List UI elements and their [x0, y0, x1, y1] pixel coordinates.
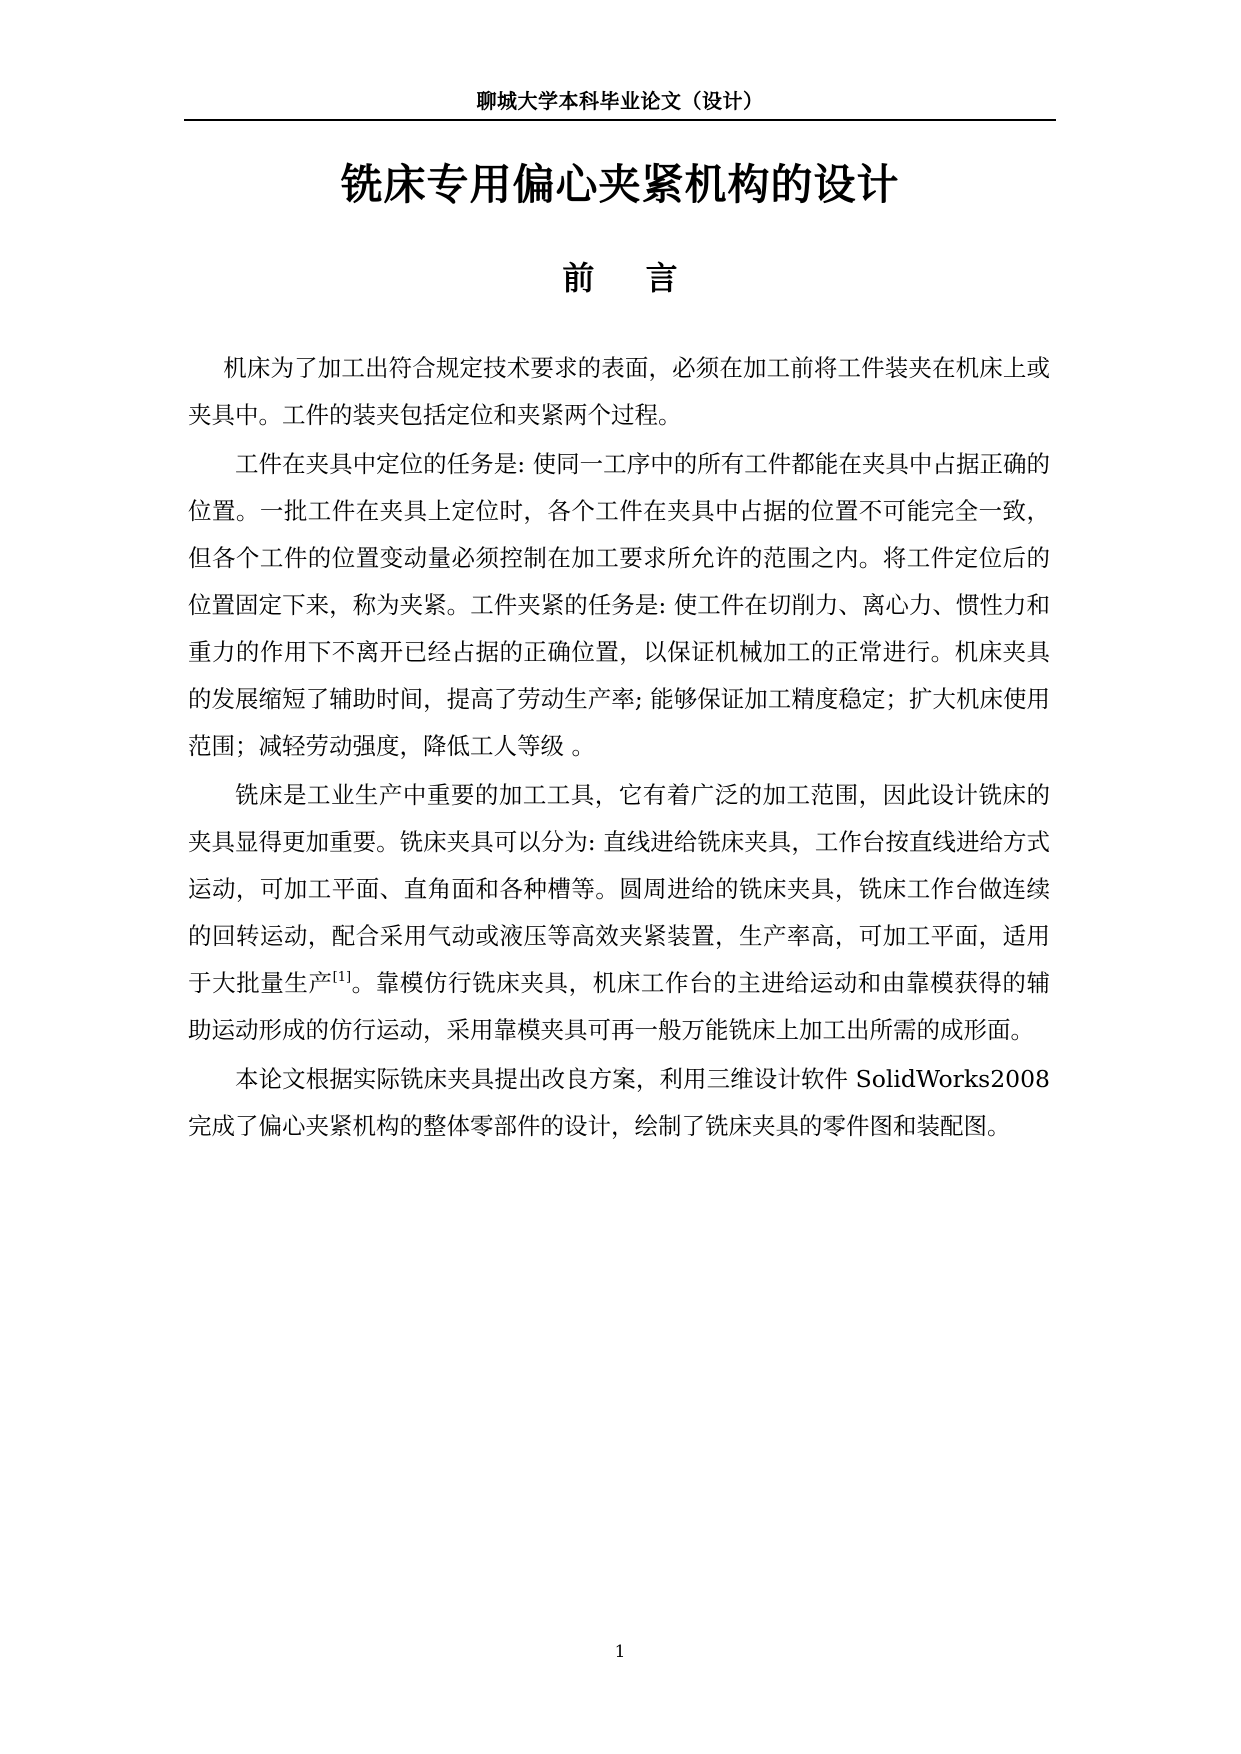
paragraph-2: 工件在夹具中定位的任务是: 使同一工序中的所有工件都能在夹具中占据正确的位置。一批工件在夹具上定位时，各个工件在夹具中占据的位置不可能完全一致，但各个工件的位置变动量必须控制在加工要求所允许的范围之内。将工件定位后的位置固定下来，称为夹紧。工件夹紧的任务是: 使工件在切削力、离心力、惯性力和重力的作用下不离开已经占据的正确位置，以保证机械加工的正常进行。机床夹具的发展缩短了辅助时间，提高了劳动生产率; 能够保证加工精度稳定；扩大机床使用范围；减轻劳动强度，降低工人等级 。	[188, 450, 1050, 760]
section-heading-preface: 前 言	[562, 259, 678, 297]
paragraph-4: 本论文根据实际铣床夹具提出改良方案，利用三维设计软件 SolidWorks2008 完成了偏心夹紧机构的整体零部件的设计，绘制了铣床夹具的零件图和装配图。	[188, 1065, 1050, 1140]
running-header: 聊城大学本科毕业论文（设计）	[476, 89, 764, 113]
paragraph-3	[188, 772, 1050, 1054]
paragraph-3-part-1: 铣床是工业生产中重要的加工工具，它有着广泛的加工范围，因此设计铣床的夹具显得更加重要。铣床夹具可以分为: 直线进给铣床夹具，工作台按直线进给方式运动，可加工平面、直角面和各种槽等。圆周进给的铣床夹具，铣床工作台做连续的回转运动，配合采用气动或液压等高效夹紧装置，生产率高，可加工平面，适用于大批量生产	[188, 781, 1050, 997]
header-rule	[184, 119, 1056, 121]
page-number: 1	[614, 1642, 626, 1662]
thesis-title: 铣床专用偏心夹紧机构的设计	[340, 160, 900, 209]
body-text	[188, 345, 1050, 1152]
paragraph-3-part-2: 。靠模仿行铣床夹具，机床工作台的主进给运动和由靠模获得的辅助运动形成的仿行运动，采用靠模夹具可再一般万能铣床上加工出所需的成形面。	[188, 969, 1051, 1044]
citation-marker: [1]	[332, 970, 352, 985]
paragraph-1: 机床为了加工出符合规定技术要求的表面，必须在加工前将工件装夹在机床上或夹具中。工件的装夹包括定位和夹紧两个过程。	[188, 354, 1050, 429]
